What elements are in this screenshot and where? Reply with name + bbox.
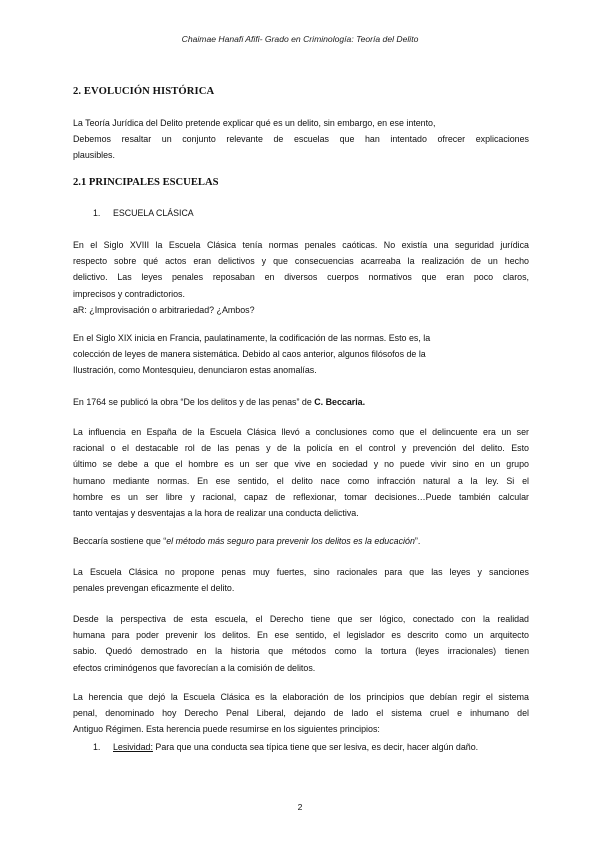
page-header: Chaimae Hanafi Afifi- Grado en Criminología: Teoría del Delito [181,34,419,44]
text-line: tanto ventajas y desventajas a la hora de realizar una conducta delictiva. [73,508,359,519]
list-item-term: Lesividad: [113,742,153,752]
text-line: Antiguo Régimen. Esta herencia puede resumirse en los siguientes principios: [73,724,380,735]
text-line: racional o el destacable rol de las penas y de la policía en el control y prevención del delito. Esto [73,443,529,454]
text-line: último se debe a que el hombre es un ser que vive en sociedad y no puede vivir sino en un grupo [73,459,529,470]
text-line: aR: ¿Improvisación o arbitrariedad? ¿Ambos? [73,304,255,315]
text-line: efectos criminógenos que favorecían a la comisión de delitos. [73,662,316,673]
text-line: En el Siglo XIX inicia en Francia, paulatinamente, la codificación de las normas. Esto es, la [73,333,431,343]
section-title: 2. EVOLUCIÓN HISTÓRICA [73,86,215,97]
text-line: Debemos resaltar un conjunto relevante de escuelas que han intentado ofrecer explicaciones [73,134,529,145]
text-line: penal, denominado hoy Derecho Penal Liberal, dejando de lado el sistema cruel e inhumano del [73,708,529,719]
list-item [93,742,478,752]
text-line: Desde la perspectiva de esta escuela, el Derecho tiene que ser lógico, conectado con la realidad [73,614,529,624]
school-heading [93,208,194,218]
paragraph-siglo-xviii [73,237,529,318]
text-line: humana para poder prevenir los delitos. En ese sentido, el legislador es descrito como un arquitecto [73,630,529,641]
paragraph-influencia-espana [73,424,529,521]
text-line: La influencia en España de la Escuela Clásica llevó a conclusiones como que el delincuente era un ser [73,427,529,437]
text-line: La Escuela Clásica no propone penas muy fuertes, sino racionales para que las leyes y sanciones [73,567,529,577]
text-line: La herencia que dejó la Escuela Clásica es la elaboración de los principios que debían regir el sistema [73,692,529,702]
text-line: delictivo. Las leyes penales reposaban en diversos cuerpos normativos que eran poco claros, [73,272,529,283]
text-line: La Teoría Jurídica del Delito pretende explicar qué es un delito, sin embargo, en ese intento, [73,118,436,128]
text-line: imprecisos y contradictorios. [73,288,185,299]
author-name: C. Beccaria. [314,397,366,407]
quote-text: el método más seguro para prevenir los delitos es la educación [166,536,415,546]
text-line: Ilustración, como Montesquieu, denunciaron estas anomalías. [73,365,317,376]
text-line: penales prevengan eficazmente el delito. [73,583,235,594]
school-title: ESCUELA CLÁSICA [113,208,194,218]
intro-paragraph [73,115,529,164]
text-line: respecto sobre qué actos eran delictivos y que consecuencias acarreaba la realización de un hecho [73,256,529,267]
paragraph-derecho-logico [73,611,529,676]
list-item-number: 1. [93,742,101,752]
list-item-text: Para que una conducta sea típica tiene que ser lesiva, es decir, hacer algún daño. [152,742,479,752]
text-line: humano mediante normas. En ese sentido, el delito nace como infracción natural a la ley. Si el [73,475,529,486]
page-number: 2 [297,802,303,812]
text-line: colección de leyes de manera sistemática. Debido al caos anterior, algunos filósofos de la [73,349,426,360]
quote-suffix: ”. [414,536,421,546]
text-line: plausibles. [73,150,115,161]
text-line: hombre es un ser libre y racional, capaz de reflexionar, tomar decisiones…Puede también calcular [73,491,529,502]
paragraph-siglo-xix [73,330,529,379]
subsection-title: 2.1 PRINCIPALES ESCUELAS [73,177,219,188]
paragraph-beccaria-quote [73,533,529,549]
text-line: sabio. Quedó demostrado en la historia que métodos como la tortura (leyes irracionales) tienen [73,646,529,657]
text-line: En el Siglo XVIII la Escuela Clásica tenía normas penales caóticas. No existía una seguridad jurídica [73,240,529,250]
school-number: 1. [93,208,101,218]
paragraph-penas-racionales [73,564,529,596]
paragraph-herencia [73,689,529,738]
text-line: En 1764 se publicó la obra “De los delitos y de las penas” de [73,397,315,407]
paragraph-beccaria-1764 [73,394,529,410]
quote-prefix: Beccaría sostiene que “ [73,536,167,546]
